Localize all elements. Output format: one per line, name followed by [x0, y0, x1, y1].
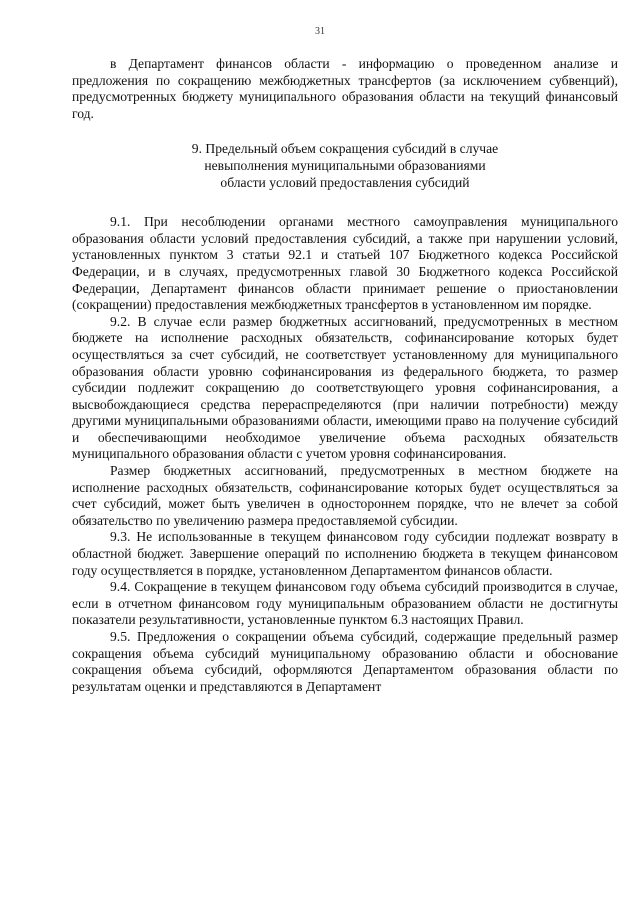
- paragraph-9-5: 9.5. Предложения о сокращении объема субсидий, содержащие предельный размер сокращения объема субсидий муниципальному образованию области и обоснование сокращения объема субсидий, оформляются Департаментом образования области по результатам оценки и представляются в Департамент: [72, 629, 618, 694]
- section-heading-line-1: 9. Предельный объем сокращения субсидий в случае: [191, 141, 499, 157]
- paragraph-9-4: 9.4. Сокращение в текущем финансовом году объема субсидий производится в случае, если в отчетном финансовом году муниципальным образованием области не достигнуты показатели результативности, установленные пунктом 6.3 настоящих Правил.: [72, 579, 618, 628]
- intro-paragraph: в Департамент финансов области - информацию о проведенном анализе и предложения по сокращению межбюджетных трансфертов (за исключением субвенций), предусмотренных бюджету муниципального образования области на текущий финансовый год.: [72, 56, 618, 121]
- section-heading-line-2: невыполнения муниципальными образованиями: [204, 157, 486, 173]
- paragraph-9-2: 9.2. В случае если размер бюджетных ассигнований, предусмотренных в местном бюджете на исполнение расходных обязательств, софинансирование которых будет осуществляться за счет субсидий, не соответствует установленному для муниципального образования области уровню софинансирования из федерального бюджета, то размер субсидии подлежит сокращению до соответствующего уровня софинансирования, а высвобождающиеся средства перераспределяются (при наличии потребности) между другими муниципальными образованиями области, имеющими право на получение субсидий и обеспечивающими необходимое увеличение объема расходных обязательств муниципального образования области с учетом уровня софинансирования.: [72, 313, 618, 462]
- section-heading-line-3: области условий предоставления субсидий: [220, 174, 470, 190]
- paragraph-9-3: 9.3. Не использованные в текущем финансовом году субсидии подлежат возврату в областной бюджет. Завершение операций по исполнению бюджета в текущем финансовом году осуществляется в порядке, установленном Департаментом финансов области.: [72, 529, 618, 578]
- page-number: 31: [315, 26, 325, 37]
- paragraph-9-1: 9.1. При несоблюдении органами местного самоуправления муниципального образования области условий предоставления субсидий, а также при нарушении условий, установленных пунктом 3 статьи 92.1 и статьей 107 Бюджетного кодекса Российской Федерации, и в случаях, предусмотренных главой 30 Бюджетного кодекса Российской Федерации, Департамент финансов области принимает решение о приостановлении (сокращении) предоставления межбюджетных трансфертов в установленном им порядке.: [72, 214, 618, 313]
- paragraph-9-2-continued: Размер бюджетных ассигнований, предусмотренных в местном бюджете на исполнение расходных обязательств, софинансирование которых будет осуществляться за счет субсидий, может быть увеличен в одностороннем порядке, что не влечет за собой обязательство по увеличению размера предоставляемой субсидии.: [72, 463, 618, 528]
- document-body: [72, 56, 618, 695]
- section-heading: [72, 141, 618, 191]
